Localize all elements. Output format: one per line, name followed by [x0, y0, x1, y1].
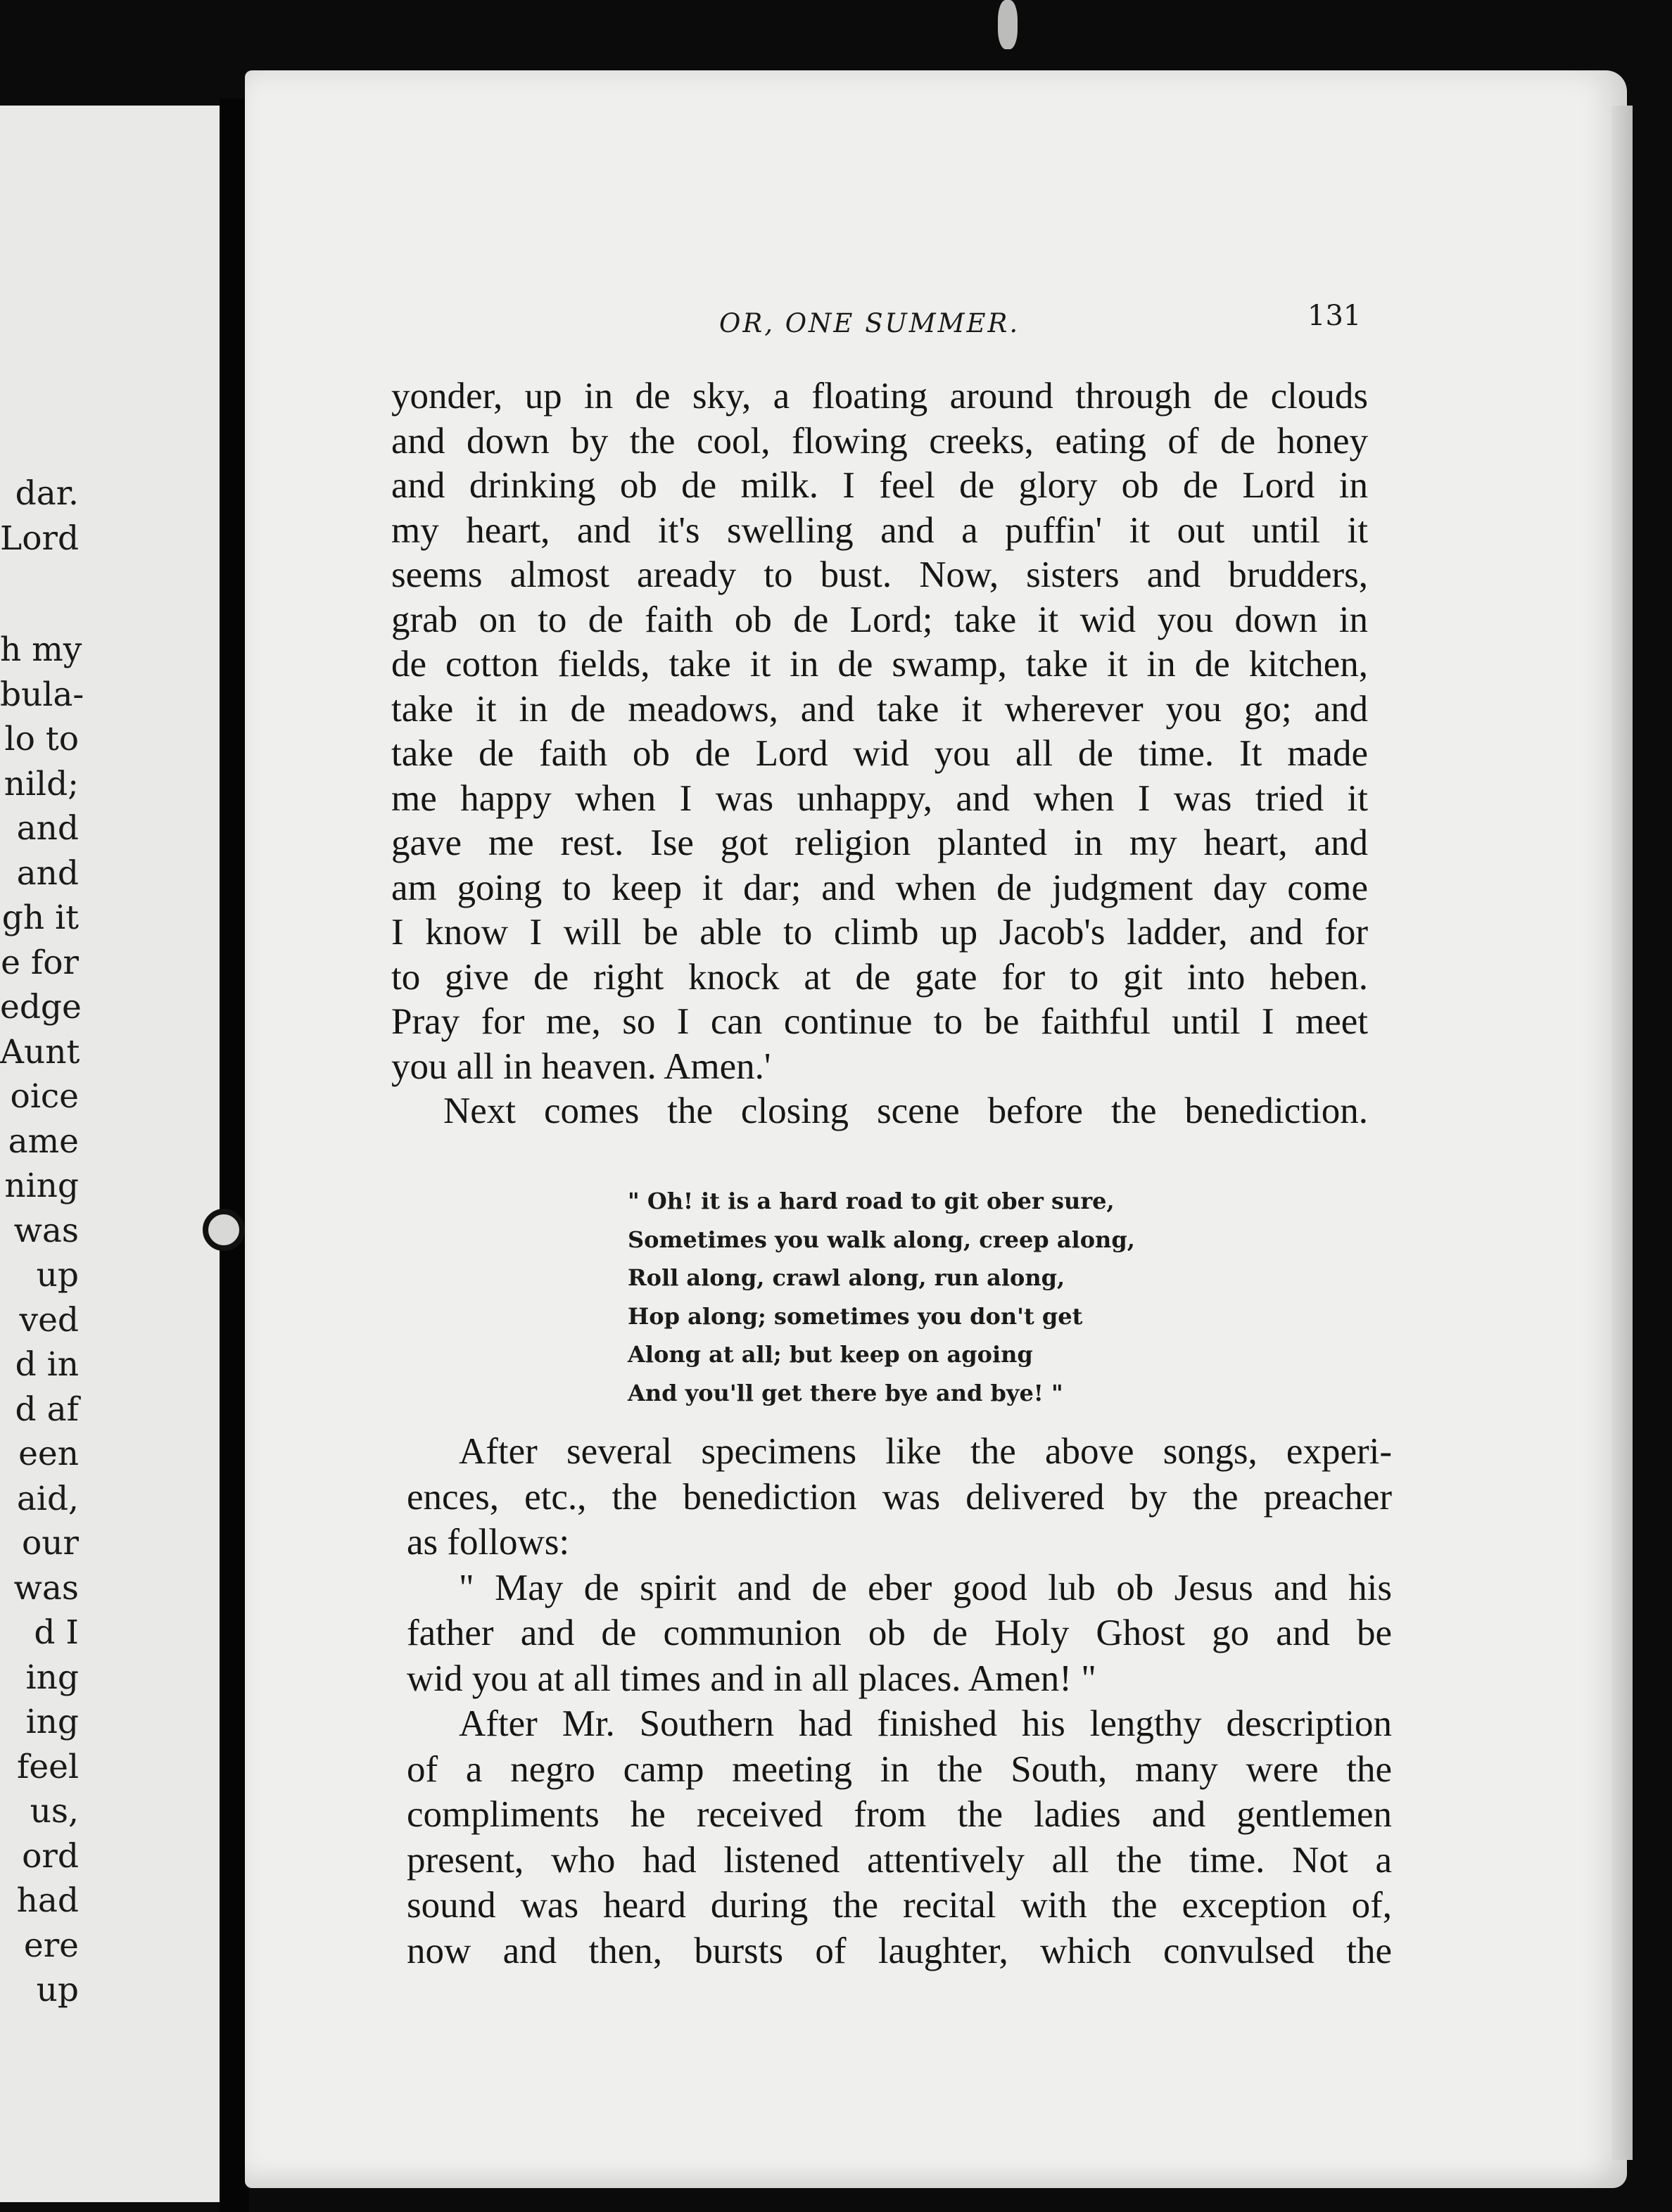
closing-paragraphs: [407, 1430, 1392, 1974]
page-edge: [1611, 106, 1633, 2160]
left-page-line: up: [36, 1256, 79, 1295]
text-line: wid you at all times and in all places. Amen! ": [407, 1658, 1096, 1699]
text-line: am going to keep it dar; and when de judgment day come: [391, 867, 1368, 908]
left-page-line: had: [16, 1881, 79, 1920]
text-line: I know I will be able to climb up Jacob's ladder, and for: [391, 912, 1368, 953]
left-facing-page: [0, 106, 225, 2202]
left-page-line: lo to: [4, 720, 79, 758]
song-quote: [628, 1182, 1135, 1412]
running-head: OR, ONE SUMMER.: [719, 308, 1020, 338]
text-line: gave me rest. Ise got religion planted in my heart, and: [391, 822, 1368, 863]
left-page-line: h my: [0, 630, 82, 669]
paragraph-1: [391, 374, 1368, 1134]
text-line: seems almost aready to bust. Now, sisters and brudders,: [391, 554, 1368, 595]
text-line: you all in heaven. Amen.': [391, 1045, 771, 1087]
binding-stitch: [203, 1209, 245, 1251]
text-line: me happy when I was unhappy, and when I was tried it: [391, 777, 1368, 819]
text-line: father and de communion ob de Holy Ghost go and be: [407, 1613, 1392, 1653]
left-page-line: and: [16, 809, 79, 848]
text-line: After several specimens like the above songs, experi-: [459, 1431, 1392, 1472]
song-line: And you'll get there bye and bye! ": [628, 1379, 1063, 1406]
text-line: take it in de meadows, and take it wherever you go; and: [391, 688, 1368, 730]
left-page-line: ame: [8, 1121, 79, 1161]
left-page-line: e for: [1, 943, 79, 982]
text-line: compliments he received from the ladies and gentlemen: [407, 1794, 1392, 1835]
song-line: Hop along; sometimes you don't get: [628, 1302, 1083, 1330]
text-line: now and then, bursts of laughter, which convulsed the: [407, 1930, 1392, 1971]
left-page-line: was: [13, 1211, 79, 1250]
left-page-line: een: [18, 1435, 79, 1473]
left-page-line: aid,: [16, 1479, 79, 1518]
left-page-line: was: [13, 1568, 79, 1608]
left-page-line: d af: [15, 1390, 79, 1429]
song-line: Sometimes you walk along, creep along,: [628, 1226, 1135, 1253]
left-page-line: bula-: [0, 675, 84, 714]
left-page-line: feel: [16, 1747, 79, 1786]
text-line: and drinking ob de milk. I feel de glory ob de Lord in: [391, 465, 1368, 506]
song-line: Roll along, crawl along, run along,: [628, 1264, 1065, 1291]
text-line: After Mr. Southern had finished his lengthy description: [459, 1703, 1392, 1744]
text-line: ences, etc., the benediction was delivered by the preacher: [407, 1476, 1392, 1518]
left-page-line: ning: [4, 1167, 79, 1205]
left-page-line: ved: [19, 1300, 79, 1340]
scan-smudge: [998, 0, 1018, 49]
text-line: my heart, and it's swelling and a puffin' it out until it: [391, 509, 1368, 551]
left-page-line: up: [36, 1971, 79, 2009]
song-line: Along at all; but keep on agoing: [628, 1341, 1033, 1368]
text-line: to give de right knock at de gate for to git into heben.: [391, 956, 1368, 998]
text-line: yonder, up in de sky, a floating around through de clouds: [391, 376, 1368, 417]
text-line: take de faith ob de Lord wid you all de time. It made: [391, 733, 1368, 774]
text-line: de cotton fields, take it in de swamp, take it in de kitchen,: [391, 644, 1368, 685]
left-page-line: and: [16, 853, 79, 893]
left-page-line: dar.: [15, 474, 79, 513]
left-page-line: d in: [15, 1345, 79, 1384]
text-line: Pray for me, so I can continue to be faithful until I meet: [391, 1001, 1368, 1042]
left-page-line: ere: [23, 1926, 79, 1965]
left-page-line: ord: [22, 1836, 79, 1876]
left-page-line: ing: [25, 1703, 79, 1741]
text-line: " May de spirit and de eber good lub ob Jesus and his: [459, 1567, 1392, 1608]
left-page-line: d I: [34, 1613, 79, 1652]
text-line: and down by the cool, flowing creeks, eating of de honey: [391, 420, 1368, 462]
left-page-line: ing: [25, 1658, 79, 1697]
left-page-line: gh it: [1, 898, 79, 937]
text-line: grab on to de faith ob de Lord; take it wid you down in: [391, 599, 1368, 640]
left-page-line: edge: [0, 988, 82, 1026]
left-page-gap: [0, 561, 79, 628]
left-page-line: oice: [10, 1077, 79, 1116]
paragraph-2: Next comes the closing scene before the benediction.: [443, 1091, 1368, 1131]
page-number: 131: [1307, 300, 1362, 332]
left-page-line: Aunt: [0, 1032, 80, 1072]
left-page-line: nild;: [4, 764, 79, 803]
text-line: sound was heard during the recital with the exception of,: [407, 1885, 1392, 1926]
text-line: of a negro camp meeting in the South, many were the: [407, 1748, 1392, 1790]
text-line: present, who had listened attentively all the time. Not a: [407, 1839, 1392, 1881]
text-line: as follows:: [407, 1522, 570, 1563]
left-page-line: Lord: [0, 519, 80, 558]
song-line: " Oh! it is a hard road to git ober sure,: [628, 1188, 1115, 1214]
left-page-text: [0, 471, 84, 2013]
left-page-line: us,: [30, 1792, 79, 1831]
left-page-line: our: [21, 1524, 79, 1563]
